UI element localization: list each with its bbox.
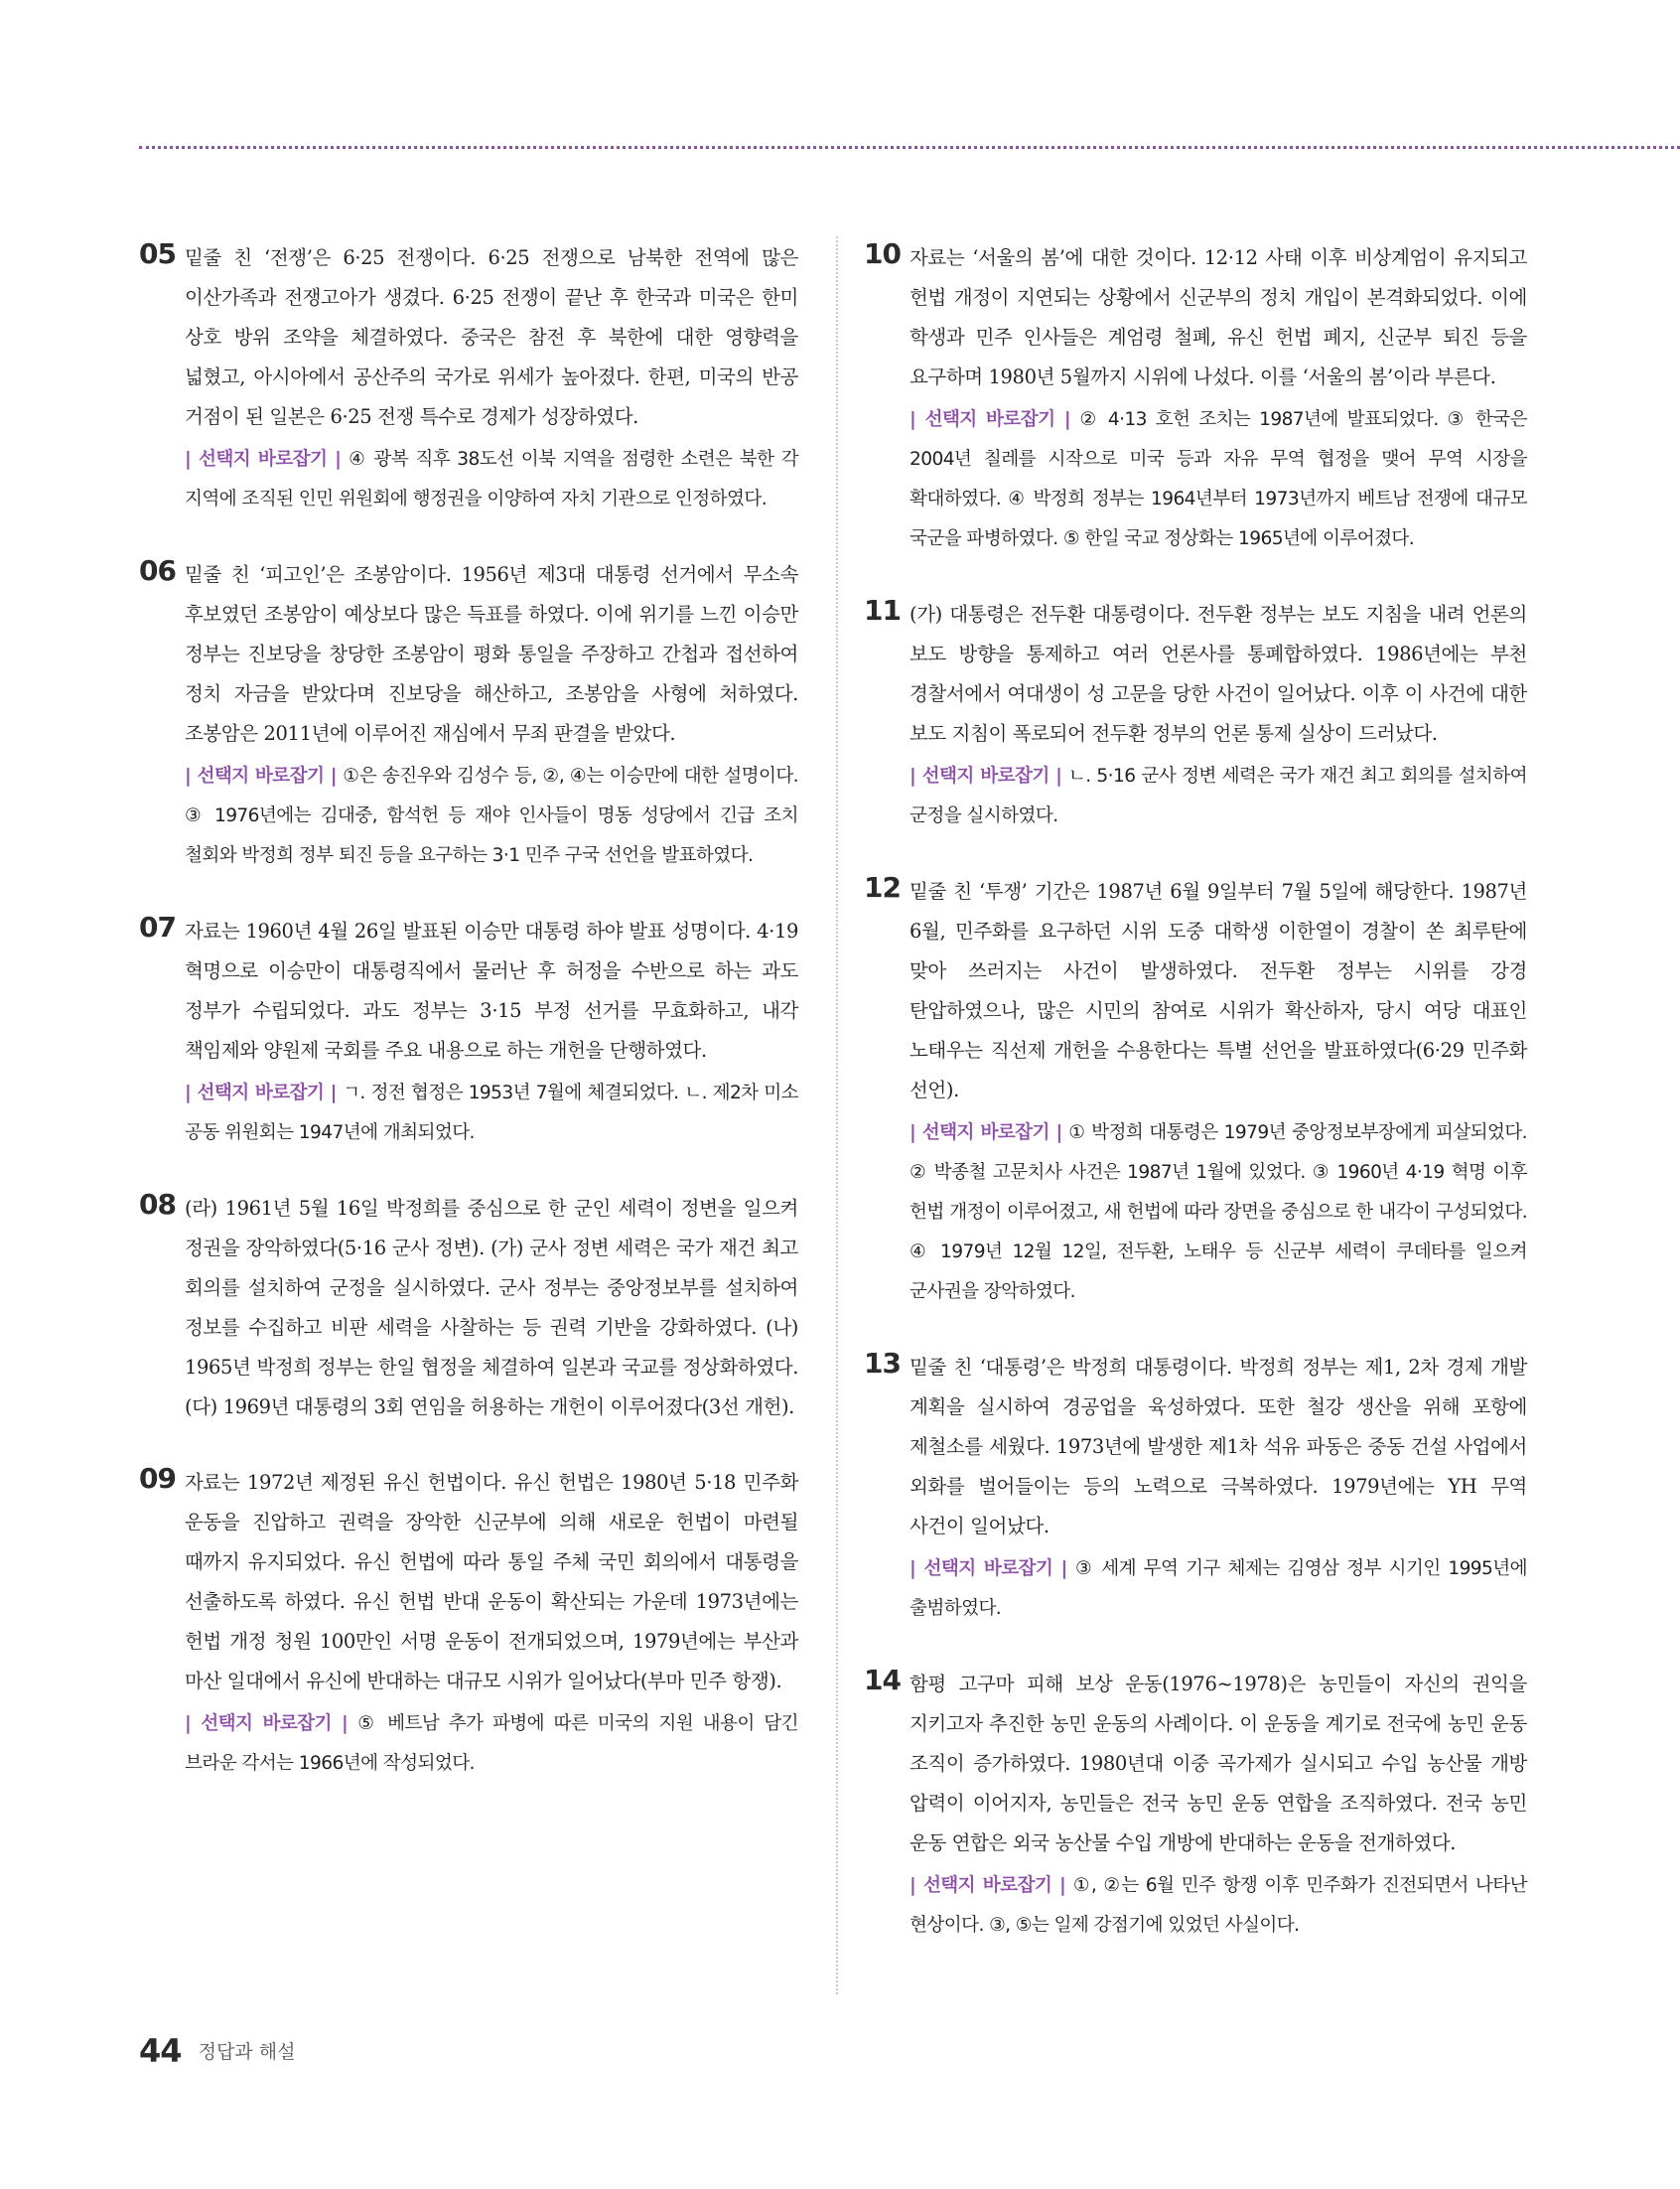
correction-marker: | xyxy=(910,1122,922,1143)
choice-correction xyxy=(910,1113,1527,1312)
question-number: 12 xyxy=(864,871,901,904)
correction-text: ㄱ. 정전 협정은 1953년 7월에 체결되었다. ㄴ. 제2차 미소 공동 위원회는 1947년에 개최되었다. xyxy=(185,1083,798,1143)
correction-marker: | xyxy=(1051,1875,1073,1896)
explanation-text: 밑줄 친 ‘전쟁’은 6·25 전쟁이다. 6·25 전쟁으로 남북한 전역에 많은 이산가족과 전쟁고아가 생겼다. 6·25 전쟁이 끝난 후 한국과 미국은 한미 상호 방위 조약을 체결하였다. 중국은 참전 후 북한에 대한 영향력을 넓혔고, 아시아에서 공산주의 국가로 위세가 높아졌다. 한편, 미국의 반공 거점이 된 일본은 6·25 전쟁 특수로 경제가 성장하였다. xyxy=(185,246,798,428)
choice-correction xyxy=(910,1866,1527,1946)
footer-section-label: 정답과 해설 xyxy=(198,2041,296,2063)
choice-correction xyxy=(910,1549,1527,1629)
choice-correction xyxy=(185,1074,798,1153)
question-number: 14 xyxy=(864,1664,901,1696)
choice-correction xyxy=(185,1704,798,1784)
answer-item-05 xyxy=(139,237,798,519)
correction-text: ④ 광복 직후 38도선 이북 지역을 점령한 소련은 북한 각 지역에 조직된 인민 위원회에 행정권을 이양하여 자치 기관으로 인정하였다. xyxy=(185,449,798,510)
column-divider xyxy=(836,236,838,1994)
correction-marker: | xyxy=(327,449,350,470)
answer-item-12 xyxy=(864,871,1527,1312)
correction-marker: | xyxy=(910,1558,924,1579)
correction-text: ①은 송진우와 김성수 등, ②, ④는 이승만에 대한 설명이다. ③ 1976년에는 김대중, 함석헌 등 재야 인사들이 명동 성당에서 긴급 조치 철회와 박정희 정부 퇴진 등을 요구하는 3·1 민주 구국 선언을 발표하였다. xyxy=(185,766,798,866)
correction-marker: | xyxy=(324,766,344,787)
answer-item-10 xyxy=(864,237,1527,559)
correction-marker: | xyxy=(185,766,198,787)
correction-text: ① 박정희 대통령은 1979년 중앙정보부장에게 피살되었다. ② 박종철 고문치사 사건은 1987년 1월에 있었다. ③ 1960년 4·19 혁명 이후 헌법 개정이 이루어졌고, 새 헌법에 따라 장면을 중심으로 한 내각이 구성되었다. ④ 1979년 12월 12일, 전두환, 노태우 등 신군부 세력이 쿠데타를 일으켜 군사권을 장악하였다. xyxy=(910,1122,1527,1302)
question-number: 07 xyxy=(139,911,176,944)
correction-label: 선택지 바로잡기 xyxy=(921,1122,1050,1143)
right-column xyxy=(864,237,1527,1946)
choice-correction xyxy=(910,400,1527,559)
correction-marker: | xyxy=(910,766,922,787)
answer-item-11 xyxy=(864,594,1527,836)
explanation-text: 밑줄 친 ‘대통령’은 박정희 대통령이다. 박정희 정부는 제1, 2차 경제 개발 계획을 실시하여 경공업을 육성하였다. 또한 철강 생산을 위해 포항에 제철소를 세웠다. 1973년에 발생한 제1차 석유 파동은 중동 건설 사업에서 외화를 벌어들이는 등의 노력으로 극복하였다. 1979년에는 YH 무역 사건이 일어났다. xyxy=(910,1356,1527,1537)
correction-marker: | xyxy=(185,1713,202,1734)
explanation-text: (가) 대통령은 전두환 대통령이다. 전두환 정부는 보도 지침을 내려 언론의 보도 방향을 통제하고 여러 언론사를 통폐합하였다. 1986년에는 부천 경찰서에서 여대생이 성 고문을 당한 사건이 일어났다. 이후 이 사건에 대한 보도 지침이 폭로되어 전두환 정부의 언론 통제 실상이 드러났다. xyxy=(910,603,1527,745)
left-column xyxy=(139,237,798,1784)
choice-correction xyxy=(185,757,798,876)
answer-item-09 xyxy=(139,1462,798,1784)
answer-item-08 xyxy=(139,1188,798,1427)
correction-label: 선택지 바로잡기 xyxy=(201,1713,332,1734)
correction-marker: | xyxy=(324,1083,344,1103)
question-number: 06 xyxy=(139,554,176,587)
explanation-text: 자료는 ‘서울의 봄’에 대한 것이다. 12·12 사태 이후 비상계엄이 유지되고 헌법 개정이 지연되는 상황에서 신군부의 정치 개입이 본격화되었다. 이에 학생과 민주 인사들은 계엄령 철폐, 유신 헌법 폐지, 신군부 퇴진 등을 요구하며 1980년 5월까지 시위에 나섰다. 이를 ‘서울의 봄’이라 부른다. xyxy=(910,246,1527,388)
answer-item-14 xyxy=(864,1664,1527,1946)
page-number: 44 xyxy=(139,2032,182,2070)
top-dotted-rule xyxy=(139,146,1680,149)
choice-correction xyxy=(185,440,798,519)
correction-marker: | xyxy=(910,1875,923,1896)
correction-text: ①, ②는 6월 민주 항쟁 이후 민주화가 진전되면서 나타난 현상이다. ③, ⑤는 일제 강점기에 있었던 사실이다. xyxy=(910,1875,1527,1936)
question-number: 11 xyxy=(864,594,901,627)
correction-marker: | xyxy=(1052,1558,1076,1579)
explanation-text: 함평 고구마 피해 보상 운동(1976~1978)은 농민들이 자신의 권익을 지키고자 추진한 농민 운동의 사례이다. 이 운동을 계기로 전국에 농민 운동 조직이 증가하였다. 1980년대 이중 곡가제가 실시되고 수입 농산물 개방 압력이 이어지자, 농민들은 전국 농민 운동 연합을 조직하였다. 전국 농민 운동 연합은 외국 농산물 수입 개방에 반대하는 운동을 전개하였다. xyxy=(910,1673,1527,1854)
answer-item-07 xyxy=(139,911,798,1153)
explanation-text: (라) 1961년 5월 16일 박정희를 중심으로 한 군인 세력이 정변을 일으켜 정권을 장악하였다(5·16 군사 정변). (가) 군사 정변 세력은 국가 재건 최고 회의를 설치하여 군정을 실시하였다. 군사 정부는 중앙정보부를 설치하여 정보를 수집하고 비판 세력을 사찰하는 등 권력 기반을 강화하였다. (나) 1965년 박정희 정부는 한일 협정을 체결하여 일본과 국교를 정상화하였다. (다) 1969년 대통령의 3회 연임을 허용하는 개헌이 이루어졌다(3선 개헌). xyxy=(185,1197,798,1418)
question-number: 05 xyxy=(139,237,176,270)
correction-label: 선택지 바로잡기 xyxy=(923,1558,1053,1579)
correction-label: 선택지 바로잡기 xyxy=(199,449,328,470)
correction-text: ㄴ. 5·16 군사 정변 세력은 국가 재건 최고 회의를 설치하여 군정을 실시하였다. xyxy=(910,766,1527,826)
question-number: 10 xyxy=(864,237,901,270)
explanation-text: 밑줄 친 ‘투쟁’ 기간은 1987년 6월 9일부터 7월 5일에 해당한다. 1987년 6월, 민주화를 요구하던 시위 도중 대학생 이한열이 경찰이 쏜 최루탄에 맞아 쓰러지는 사건이 발생하였다. 전두환 정부는 시위를 강경 탄압하였으나, 많은 시민의 참여로 시위가 확산하자, 당시 여당 대표인 노태우는 직선제 개헌을 수용한다는 특별 선언을 발표하였다(6·29 민주화 선언). xyxy=(910,880,1527,1101)
correction-marker: | xyxy=(1049,766,1068,787)
correction-label: 선택지 바로잡기 xyxy=(921,766,1050,787)
explanation-text: 자료는 1972년 제정된 유신 헌법이다. 유신 헌법은 1980년 5·18 민주화 운동을 진압하고 권력을 장악한 신군부에 의해 새로운 헌법이 마련될 때까지 유지되었다. 유신 헌법에 따라 통일 주체 국민 회의에서 대통령을 선출하도록 하였다. 유신 헌법 반대 운동이 확산되는 가운데 1973년에는 헌법 개정 청원 100만인 서명 운동이 전개되었으며, 1979년에는 부산과 마산 일대에서 유신에 반대하는 대규모 시위가 일어났다(부마 민주 항쟁). xyxy=(185,1471,798,1692)
correction-label: 선택지 바로잡기 xyxy=(924,409,1055,430)
page-footer xyxy=(139,2032,295,2070)
question-number: 08 xyxy=(139,1188,176,1221)
explanation-text: 자료는 1960년 4월 26일 발표된 이승만 대통령 하야 발표 성명이다. 4·19 혁명으로 이승만이 대통령직에서 물러난 후 허정을 수반으로 하는 과도 정부가 수립되었다. 과도 정부는 3·15 부정 선거를 무효화하고, 내각 책임제와 양원제 국회를 주요 내용으로 하는 개헌을 단행하였다. xyxy=(185,920,798,1062)
correction-text: ③ 세계 무역 기구 체제는 김영삼 정부 시기인 1995년에 출범하였다. xyxy=(910,1558,1527,1619)
correction-marker: | xyxy=(1054,409,1080,430)
correction-label: 선택지 바로잡기 xyxy=(922,1875,1052,1896)
question-number: 09 xyxy=(139,1462,176,1495)
explanation-text: 밑줄 친 ‘피고인’은 조봉암이다. 1956년 제3대 대통령 선거에서 무소속 후보였던 조봉암이 예상보다 많은 득표를 하였다. 이에 위기를 느낀 이승만 정부는 진보당을 창당한 조봉암이 평화 통일을 주장하고 간첩과 접선하여 정치 자금을 받았다며 진보당을 해산하고, 조봉암을 사형에 처하였다. 조봉암은 2011년에 이루어진 재심에서 무죄 판결을 받았다. xyxy=(185,563,798,745)
correction-text: ② 4·13 호헌 조치는 1987년에 발표되었다. ③ 한국은 2004년 칠레를 시작으로 미국 등과 자유 무역 협정을 맺어 무역 시장을 확대하였다. ④ 박정희 정부는 1964년부터 1973년까지 베트남 전쟁에 대규모 국군을 파병하였다. ⑤ 한일 국교 정상화는 1965년에 이루어졌다. xyxy=(910,409,1527,549)
correction-marker: | xyxy=(185,1083,198,1103)
correction-marker: | xyxy=(331,1713,358,1734)
correction-label: 선택지 바로잡기 xyxy=(197,766,325,787)
correction-text: ⑤ 베트남 추가 파병에 따른 미국의 지원 내용이 담긴 브라운 각서는 1966년에 작성되었다. xyxy=(185,1713,798,1774)
correction-marker: | xyxy=(1049,1122,1069,1143)
correction-marker: | xyxy=(185,449,199,470)
answer-item-06 xyxy=(139,554,798,876)
question-number: 13 xyxy=(864,1347,901,1380)
choice-correction xyxy=(910,757,1527,836)
correction-label: 선택지 바로잡기 xyxy=(197,1083,325,1103)
correction-marker: | xyxy=(910,409,925,430)
answer-item-13 xyxy=(864,1347,1527,1629)
